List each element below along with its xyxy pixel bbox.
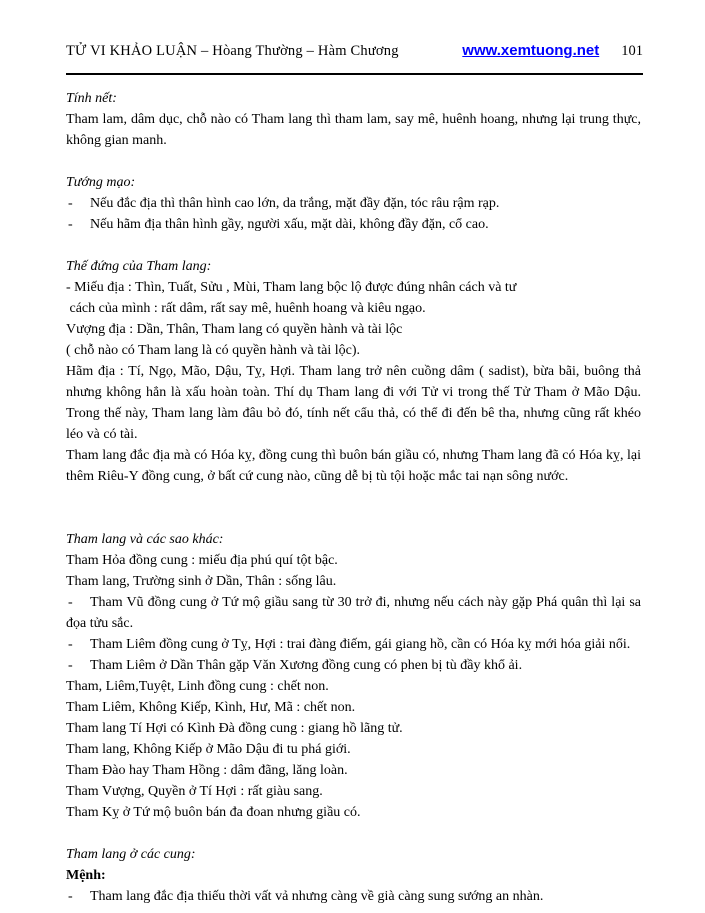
paragraph: Tham, Liêm,Tuyệt, Linh đồng cung : chết non. [66,679,329,694]
bullet-text: Tham Liêm ở Dần Thân gặp Văn Xương đồng cung có phen bị tù đầy khổ ải. [90,658,523,673]
section-heading: Tham lang và các sao khác: [66,532,224,547]
paragraph: Tham Vượng, Quyền ở Tí Hợi : rất giàu sang. [66,784,323,799]
blank-line [66,487,641,508]
bullet-text: Tham Liêm đồng cung ở Tỵ, Hợi : trai đàng điếm, gái giang hồ, cần có Hóa kỵ mới hóa giải nổi. [90,637,631,652]
section-heading-bold: Mệnh: [66,868,106,883]
paragraph: Tham lang đắc địa mà có Hóa kỵ, đồng cung thì buôn bán giầu có, nhưng Tham lang đã có Hóa kỵ, lại thêm Riêu-Y đồng cung, ở bất cứ cung nào, cũng dễ bị tù tội hoặc mắc tai nạn sông nước. [66,448,641,484]
section-heading: Tính nết: [66,91,117,106]
bullet-dash: - [68,889,73,904]
paragraph: Tham lang Tí Hợi có Kình Đà đồng cung : giang hồ lãng tử. [66,721,403,736]
bullet-text: Nếu đắc địa thì thân hình cao lớn, da trắng, mặt đầy đặn, tóc râu rậm rạp. [90,196,500,211]
bullet-text: Tham lang đắc địa thiếu thời vất vả nhưng càng về già càng sung sướng an nhàn. [90,889,544,904]
paragraph: ( chỗ nào có Tham lang là có quyền hành và tài lộc). [66,343,361,358]
bullet-item [66,886,641,907]
paragraph: Tham Liêm, Không Kiếp, Kình, Hư, Mã : chết non. [66,700,356,715]
bullet-dash: - [68,196,73,211]
paragraph: Tham lam, dâm dục, chỗ nào có Tham lang thì tham lam, say mê, huênh hoang, nhưng lại trung thực, không gian manh. [66,112,641,148]
bullet-dash: - [68,658,73,673]
bullet-text: Tham Vũ đồng cung ở Tứ mộ giầu sang từ 30 trở đi, nhưng nếu cách này gặp Phá quân thì lại sa đọa tửu sắc. [66,595,641,631]
blank-line [66,151,641,172]
paragraph: cách của mình : rất dâm, rất say mê, huênh hoang và kiêu ngạo. [66,301,426,316]
paragraph: Tham Kỵ ở Tứ mộ buôn bán đa đoan nhưng giầu có. [66,805,361,820]
bullet-item [66,655,641,676]
bullet-item [66,214,641,235]
paragraph: Tham lang, Trường sinh ở Dần, Thân : sống lâu. [66,574,337,589]
paragraph: Vượng địa : Dần, Thân, Tham lang có quyền hành và tài lộc [66,322,403,337]
bullet-item [66,193,641,214]
blank-line [66,823,641,844]
website-link[interactable]: www.xemtuong.net [462,42,600,59]
paragraph: - Miếu địa : Thìn, Tuất, Sửu , Mùi, Tham lang bộc lộ được đúng nhân cách và tư [66,280,517,295]
blank-line [66,508,641,529]
page-number: 101 [621,43,643,59]
blank-line [66,235,641,256]
paragraph: Tham lang, Không Kiếp ở Mão Dậu đi tu phá giới. [66,742,351,757]
header-rule [66,73,643,75]
bullet-dash: - [68,595,73,610]
page-header [66,42,643,60]
section-heading: Tướng mạo: [66,175,136,190]
section-heading: Tham lang ở các cung: [66,847,196,862]
document-body [66,88,641,907]
paragraph: Tham Đào hay Tham Hồng : dâm đãng, lăng loàn. [66,763,348,778]
section-heading: Thế đứng của Tham lang: [66,259,212,274]
paragraph: Hãm địa : Tí, Ngọ, Mão, Dậu, Tỵ, Hợi. Tham lang trở nên cuồng dâm ( sadist), bừa bãi, buông thả nhưng không hẳn là xấu hoàn toàn. Thí dụ Tham lang đi với Tử vi trong thế Tử Tham ở Mão Dậu. Trong thế này, Tham lang làm đâu bỏ đó, tính nết cẩu thả, có thể đi đến bê tha, nhưng cũng rất khéo léo và có tài. [66,364,641,442]
bullet-item [66,592,641,634]
bullet-text: Nếu hãm địa thân hình gầy, người xấu, mặt dài, không đầy đặn, cổ cao. [90,217,489,232]
bullet-dash: - [68,217,73,232]
paragraph: Tham Hỏa đồng cung : miếu địa phú quí tột bậc. [66,553,338,568]
bullet-dash: - [68,637,73,652]
book-title: TỬ VI KHẢO LUẬN – Hòang Thường – Hàm Chương [66,43,399,59]
bullet-item [66,634,641,655]
